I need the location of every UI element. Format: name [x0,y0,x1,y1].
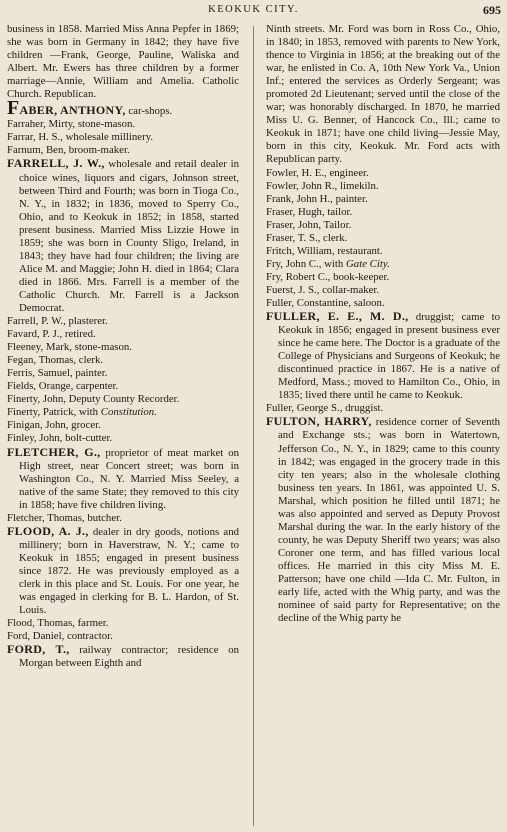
entry-continuation [266,23,500,167]
directory-entry [266,180,500,193]
page-header [0,4,507,20]
directory-entry [7,328,239,341]
directory-entry [7,354,239,367]
right-column [266,23,500,625]
entry-text: Flood, Thomas, farmer. [7,617,109,630]
entry-text: Fowler, John R., limekiln. [266,179,379,192]
entry-text: business in 1858. Married Miss Anna Pepfer in 1869; she was born in Germany in 1842; they have five children —Frank, George, Pauline, Waliska and Albert. Mr. Ewers has three children by a former marriage—Annie, William and Amelia. Catholic Church. Republican. [7,23,239,101]
directory-entry [7,315,239,328]
entry-name: FORD, T., [7,642,70,657]
entry-italic: Gate City. [346,257,390,270]
directory-entry [266,232,500,245]
directory-entry [266,167,500,180]
directory-entry [7,419,239,432]
directory-entry [7,406,239,419]
left-column [7,23,239,670]
entry-text: Ferris, Samuel, painter. [7,367,108,380]
directory-entry [7,97,239,120]
directory-entry [7,157,239,315]
entry-text: Finerty, Patrick, with [7,406,101,419]
entry-text: Finigan, John, grocer. [7,419,101,432]
entry-text: Fuerst, J. S., collar-maker. [266,283,380,296]
entry-text: Favard, P. J., retired. [7,328,96,341]
entry-text: Frank, John H., painter. [266,192,368,205]
entry-name: FLOOD, A. J., [7,523,89,538]
directory-entry [7,643,239,670]
entry-text: Fritch, William, restaurant. [266,244,383,257]
entry-text: Fields, Orange, carpenter. [7,380,119,393]
entry-name: FULTON, HARRY, [266,414,372,429]
entry-text: Fraser, Hugh, tailor. [266,205,353,218]
entry-text: Fuller, George S., druggist. [266,402,384,415]
entry-text: Fraser, John, Tailor. [266,218,352,231]
entry-italic: Constitution. [100,406,157,419]
entry-text: railway contractor; residence on Morgan between Eighth and [19,644,239,670]
entry-name: FARRELL, J. W., [7,156,105,171]
entry-text: Fraser, T. S., clerk. [266,231,348,244]
directory-entry [7,525,239,617]
directory-entry [266,206,500,219]
directory-entry [266,219,500,232]
entry-continuation [7,23,239,101]
entry-text: Fry, Robert C., book-keeper. [266,270,390,283]
directory-entry [266,415,500,625]
entry-text: Farnum, Ben, broom-maker. [7,144,130,157]
entry-text: proprietor of meat market on High street, near Concert street; was born in Washington Co., N. Y. Married Miss Seeley, a native of the same State; they removed to this city in 1858; have five children living. [19,446,239,511]
entry-text: Fowler, H. E., engineer. [266,166,369,179]
directory-entry [7,380,239,393]
drop-initial: F [7,97,20,120]
entry-text: Ford, Daniel, contractor. [7,630,113,643]
entry-text: residence corner of Seventh and Exchange sts.; was born in Watertown, Jefferson Co., N. Y., in 1829; came to this county in 1842; was engaged in the grocery trade in this city ten years; also in the wholesale clothing business ten years. In 1861, was appointed U. S. Marshal, which position he filled until 1871; he was also appointed and served as Deputy Provost Marshal during the war. In the early history of the county, he was Deputy Sheriff two years; was also Coroner one term, and has filled various local offices. He married in this city Miss M. E. Patterson; have one child —Ida C. Mr. Fulton, in early life, acted with the Whig party, and was the nominee of said party for Representative; on the decline of the Whig party he [278,416,500,625]
entry-text: Farrell, P. W., plasterer. [7,315,108,328]
entry-text: Fuller, Constantine, saloon. [266,296,385,309]
directory-entry [7,617,239,630]
column-divider [253,26,254,826]
entry-text: Finley, John, bolt-cutter. [7,432,113,445]
directory-entry [266,310,500,402]
directory-entry [7,367,239,380]
entry-text: wholesale and retail dealer in choice wines, liquors and cigars, Johnson street, between Third and Fourth; was born in Tioga Co., N. Y., in 1832; in 1836, moved to Sperry Co., Ohio, and to Keokuk in 1852; in 1858, started present business. Married Miss Lizzie Howe in 1859; she was born in County Sligo, Ireland, in 1843; they have had four children; the living are Alice M. and Maggie; John H. died in 1864; Clara died in 1866. Mrs. Farrell is a member of the Catholic Church. Mr. Farrell is a Jackson Democrat. [19,158,239,314]
directory-entry [266,284,500,297]
entry-name: ABER, ANTHONY, [19,103,126,118]
entry-text: dealer in dry goods, notions and millinery; born in Haverstraw, N. Y.; came to Keokuk in 1855; engaged in present business since 1872. He was previously employed as a clerk in this place and St. Louis. For one year, he was engaged in clerking for B. L. Hardon, of St. Louis. [19,525,239,617]
directory-entry [7,393,239,406]
directory-entry [266,245,500,258]
page-number: 695 [483,3,501,17]
entry-text: Fry, John C., with [266,257,346,270]
entry-text: car-shops. [125,105,173,118]
directory-entry [266,258,500,271]
entry-text: Fletcher, Thomas, butcher. [7,511,122,524]
entry-text: druggist; came to Keokuk in 1856; engaged in present business ever since he came here. The Doctor is a graduate of the College of Physicians and Surgeons of Keokuk; he discontinued practice in 1867. He is a native of Medford, Mass.; moved to Hamilton Co., Ohio, in 1835; lived there until he came to Keokuk. [278,311,500,402]
entry-text: Farrar, H. S., wholesale millinery. [7,131,154,144]
directory-entry [7,118,239,131]
entry-text: Fegan, Thomas, clerk. [7,354,104,367]
entry-text: Farraher, Mirty, stone-mason. [7,118,136,131]
directory-entry [7,341,239,354]
entry-name: FLETCHER, G., [7,444,101,459]
entry-text: Finerty, John, Deputy County Recorder. [7,393,180,406]
entry-name: FULLER, E. E., M. D., [266,309,409,324]
entry-text: Fleeney, Mark, stone-mason. [7,341,132,354]
directory-entry [7,446,239,512]
directory-entry [266,193,500,206]
directory-entry [266,271,500,284]
running-head: KEOKUK CITY. [208,4,299,15]
directory-entry [7,131,239,144]
entry-text: Ninth streets. Mr. Ford was born in Ross Co., Ohio, in 1840; in 1853, removed with parents to New York, thence to Virginia in 1856; at the breaking out of the war, he enlisted in Co. A, 10th New York Va., Union Inf.; entered the services as Orderly Sergeant; was promoted 2d Lieutenant; served until the close of the war; was honorably discharged. In 1870, he married Miss U. G. Benner, of Hancock Co., Ill.; came to Keokuk in 1871; have one child living—Jessie May, born in this city, Keokuk. Mr. Ford acts with Republican party. [266,23,500,166]
